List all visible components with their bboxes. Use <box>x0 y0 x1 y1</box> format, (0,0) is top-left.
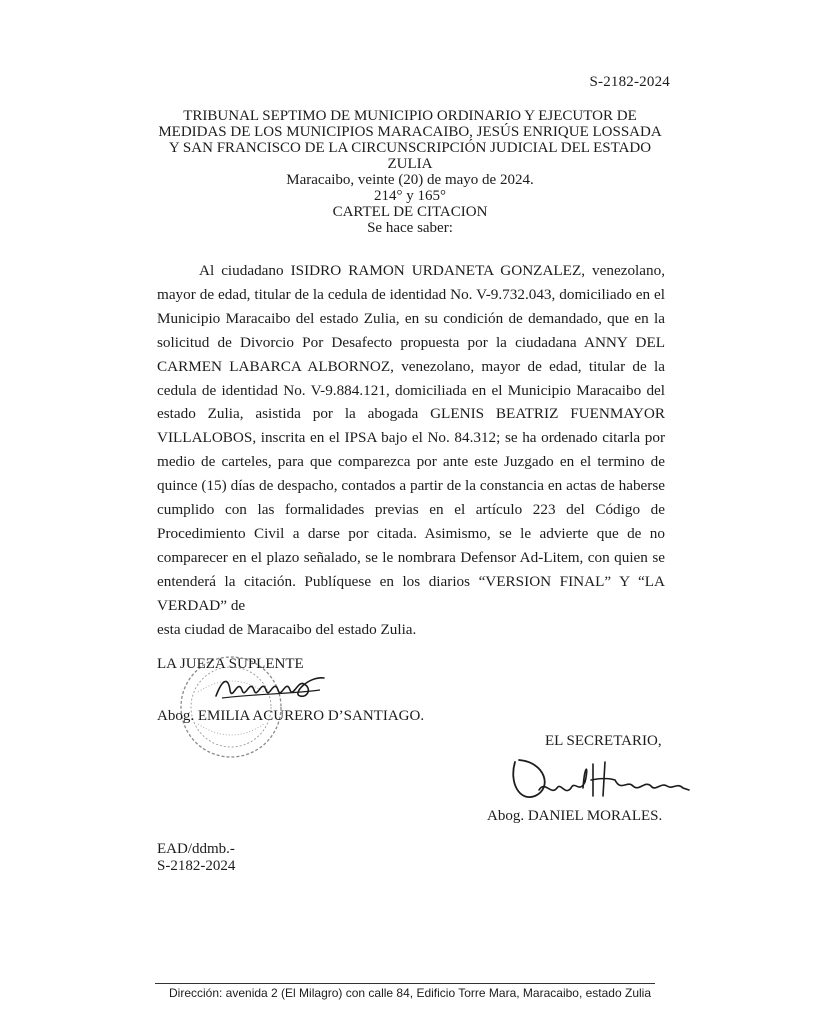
judge-title: LA JUEZA SUPLENTE <box>157 656 304 672</box>
document-intro: Se hace saber: <box>367 220 453 236</box>
citation-body <box>157 259 665 642</box>
footer-address: Dirección: avenida 2 (El Milagro) con calle 84, Edificio Torre Mara, Maracaibo, estado Zulia <box>169 986 651 1000</box>
document-title: CARTEL DE CITACION <box>332 204 488 220</box>
document-years: 214° y 165° <box>374 188 446 204</box>
judge-name: Abog. EMILIA ACURERO D’SANTIAGO. <box>157 708 425 724</box>
judge-signature <box>212 668 332 708</box>
court-name-line-3: Y SAN FRANCISCO DE LA CIRCUNSCRIPCIÓN JUDICIAL DEL ESTADO <box>168 140 652 156</box>
case-number-top: S-2182-2024 <box>589 74 670 90</box>
citation-paragraph: Al ciudadano ISIDRO RAMON URDANETA GONZALEZ, venezolano, mayor de edad, titular de la cedula de identidad No. V-9.732.043, domiciliado en el Municipio Maracaibo del estado Zulia, en su condición de demandado, que en la solicitud de Divorcio Por Desafecto propuesta por la ciudadana ANNY DEL CARMEN LABARCA ALBORNOZ, venezolano, mayor de edad, titular de la cedula de identidad No. V-9.884.121, domiciliada en el Municipio Maracaibo del estado Zulia, asistida por la abogada GLENIS BEATRIZ FUENMAYOR VILLALOBOS, inscrita en el IPSA bajo el No. 84.312; se ha ordenado citarla por medio de carteles, para que comparezca por ante este Juzgado en el termino de quince (15) días de despacho, contados a partir de la constancia en actas de haberse cumplido con las formalidades previas en el artículo 223 del Código de Procedimiento Civil a darse por citada. Asimismo, se le advierte que de no comparecer en el plazo señalado, se le nombrara Defensor Ad-Litem, con quien se entenderá la citación. Publíquese en los diarios “VERSION FINAL” Y “LA VERDAD” de <box>157 262 665 614</box>
document-header <box>150 108 670 236</box>
case-number-bottom: S-2182-2024 <box>157 858 236 874</box>
court-name-line-4: ZULIA <box>387 156 433 172</box>
footer-divider <box>155 983 655 984</box>
secretary-signature <box>505 752 705 808</box>
secretary-name: Abog. DANIEL MORALES. <box>487 808 663 824</box>
secretary-title: EL SECRETARIO, <box>545 733 662 749</box>
citation-last-line: esta ciudad de Maracaibo del estado Zulia. <box>157 620 417 638</box>
court-name-line-1: TRIBUNAL SEPTIMO DE MUNICIPIO ORDINARIO Y EJECUTOR DE <box>183 108 637 124</box>
court-name-line-2: MEDIDAS DE LOS MUNICIPIOS MARACAIBO, JESÚS ENRIQUE LOSSADA <box>158 124 662 140</box>
document-date: Maracaibo, veinte (20) de mayo de 2024. <box>286 172 534 188</box>
reference-initials: EAD/ddmb.- <box>157 841 235 857</box>
